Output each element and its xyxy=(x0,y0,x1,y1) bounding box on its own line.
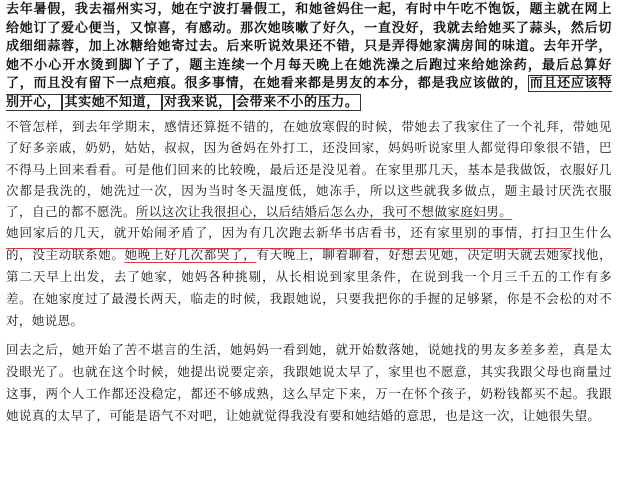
paragraph-2-text: 不管怎样，到去年学期末，感情还算挺不错的，在她放寒假的时候，带她去了我家住了一个礼拜，带她见了好多亲戚，奶奶，姑姑，叔叔，因为爸妈在外打工，还没回家，妈妈听说家里人都觉得印象很不错，巴不得马上回来看看。可是他们回来的比较晚，最后还是没见着。在家里那几天，基本是我做饭，衣服好几次都是我洗的，她洗过一次，因为当时冬天温度低，她冻手，所以这些就我多做点，题主最讨厌洗衣服了，自己的都不愿洗。 xyxy=(6,119,612,220)
boxed-phrase-1: 而且还应该特别开心， xyxy=(6,76,612,110)
boxed-phrase-2: 其实她不知道， xyxy=(64,94,160,110)
underlined-worry-sentence: 所以这次让我很担心，以后结婚后怎么办，我可不想做家庭妇男。 xyxy=(135,204,513,220)
paragraph-4 xyxy=(0,339,618,427)
paragraph-4-text: 回去之后，她开始了苦不堪言的生活，她妈妈一看到她，就开始数落她，说她找的男友多差多差，真是太没眼光了。也就在这个时候，她提出说要定亲，我跟她说太早了，家里也不愿意，其实我跟父母也商量过这事，两个人工作都还没稳定，都还不够成熟，这么早定下来，万一在怀个孩子，奶粉钱都买不起。我跟她说真的太早了，可能是语气不对吧，让她就觉得我没有要和她结婚的意思，也是这一次，让她很失望。 xyxy=(6,342,612,424)
paragraph-2 xyxy=(0,116,618,222)
paragraph-3 xyxy=(0,222,618,332)
boxed-phrase-4: 会带来不小的压力。 xyxy=(235,94,359,110)
boxed-phrase-3: 对我来说， xyxy=(163,94,232,110)
red-annotation-line xyxy=(6,248,572,249)
paragraph-1 xyxy=(0,0,618,112)
underlined-cried-phrase: 她晚上好几次都哭了， xyxy=(124,247,257,263)
paragraph-3-text-end: 有天晚上，聊着聊着，好想去见她，决定明天就去她家找他，第二天早上出发，去了她家，她妈各种挑剔，从长相说到家里条件，在说到我一个月三千五的工作有多差。在她家度过了最漫长两天，临走的时候，我跟她说，只要我把你的手握的足够紧，你是不会松的对不对，她说恩。 xyxy=(6,247,613,329)
paragraph-1-text: 去年暑假，我去福州实习，她在宁波打暑假工，和她爸妈住一起，有时中午吃不饱饭，题主就在网上给她订了爱心便当，又惊喜，有感动。那次她咳嗽了好久，一直没好，我就去给她买了蒜头，然后切成细细蒜蓉，加上冰糖给她寄过去。后来听说效果还不错，只是弄得她家满房间的味道。去年开学，她不小心开水烫到脚丫子了，题主连续一个月每天晚上在她洗澡之后跑过来给她涂药，最后总算好了，而且没有留下一点疤痕。很多事情，在她看来都是男友的本分，都是我应该做的， xyxy=(6,2,612,91)
paragraph-3-text-start: 她回家后的几天，就开始闹矛盾了，因为有几次跑去新华书店看书，还有家里别的事情，打扫卫生什么的，没主动联系她。 xyxy=(6,225,612,263)
